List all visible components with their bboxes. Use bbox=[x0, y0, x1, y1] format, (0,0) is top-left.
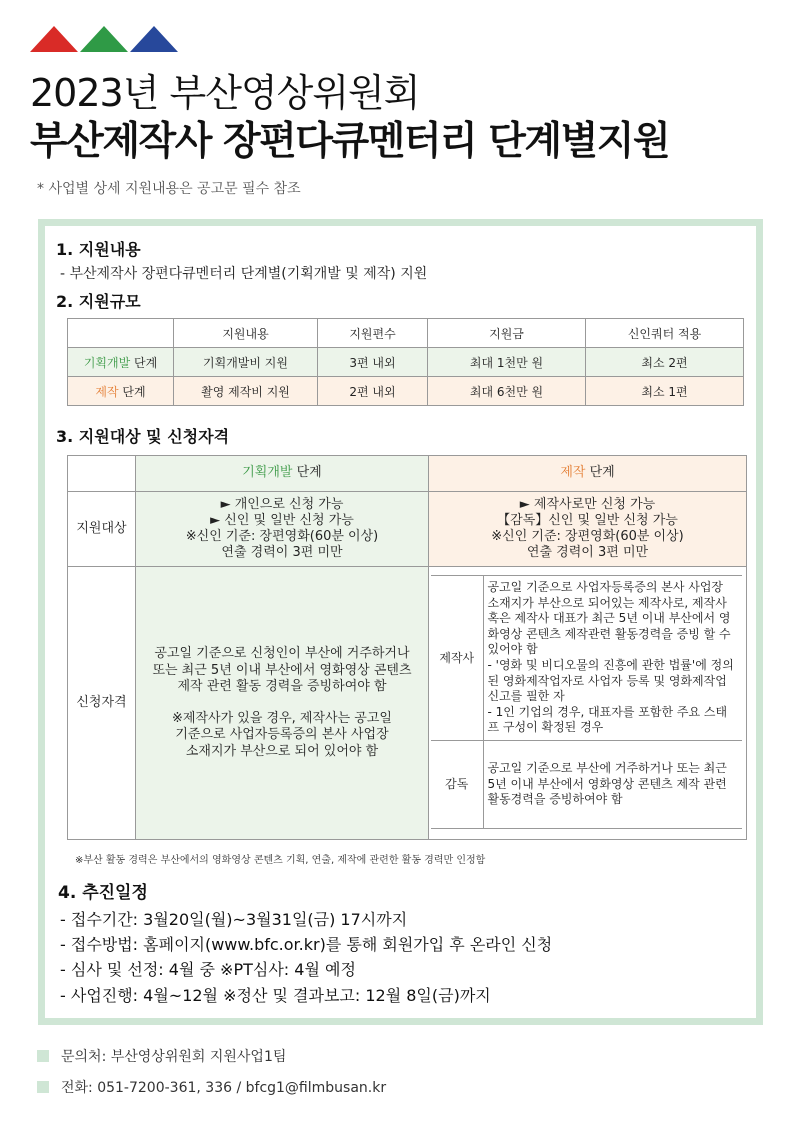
content-cell: 기획개발비 지원 bbox=[174, 348, 318, 377]
logo-triangles bbox=[30, 24, 180, 54]
reference-note: * 사업별 상세 지원내용은 공고문 필수 참조 bbox=[37, 181, 301, 197]
contact-inquiry: 문의처: 부산영상위원회 지원사업1팀 bbox=[37, 1046, 286, 1066]
count-cell: 3편 내외 bbox=[318, 348, 428, 377]
page-title-line2 bbox=[30, 110, 669, 166]
table-row bbox=[68, 377, 744, 406]
prod-qualification-inner bbox=[431, 575, 742, 829]
inner-text: 공고일 기준으로 사업자등록증의 본사 사업장 소재지가 부산으로 되어있는 제작사로, 제작사 혹은 제작사 대표가 최근 5년 이내 부산에서 영화영상 콘텐츠 제작관련 활동경력을 증빙 할 수 있어야 함 - '영화 및 비디오물의 진흥에 관한 법률'에 정의된 영화제작업자로 사업자 등록 및 영화제작업 신고를 필한 자 - 1인 기업의 경우, 대표자를 포함한 주요 스태프 구성이 확정된 경우 bbox=[483, 576, 742, 741]
section1-heading: 1. 지원내용 bbox=[56, 240, 141, 259]
prod-qualification-cell bbox=[429, 567, 747, 840]
page-title-line1: 2023년 부산영상위원회 bbox=[30, 71, 420, 115]
count-cell: 2편 내외 bbox=[318, 377, 428, 406]
activity-footnote: ※부산 활동 경력은 부산에서의 영화영상 콘텐츠 기획, 연출, 제작에 관련한 활동 경력만 인정함 bbox=[75, 855, 486, 866]
title-prefix: 부산제작사 bbox=[30, 119, 223, 164]
schedule-line: - 심사 및 선정: 4월 중 ※PT심사: 4월 예정 bbox=[60, 960, 356, 979]
table-row-qualification bbox=[68, 567, 747, 840]
row-label: 지원대상 bbox=[68, 492, 136, 567]
table-row-target bbox=[68, 492, 747, 567]
section3-heading: 3. 지원대상 및 신청자격 bbox=[56, 427, 230, 446]
eligibility-table bbox=[67, 455, 747, 840]
header-cell-empty bbox=[68, 319, 174, 348]
amount-cell: 최대 1천만 원 bbox=[428, 348, 586, 377]
inner-row-director bbox=[431, 741, 742, 829]
dev-target-cell: ► 개인으로 신청 가능 ► 신인 및 일반 신청 가능 ※신인 기준: 장편영화(60분 이상) 연출 경력이 3편 미만 bbox=[136, 492, 429, 567]
quota-cell: 최소 2편 bbox=[586, 348, 744, 377]
section2-heading: 2. 지원규모 bbox=[56, 292, 141, 311]
green-triangle bbox=[80, 26, 128, 52]
prod-target-cell: ► 제작사로만 신청 가능 【감독】신인 및 일반 신청 가능 ※신인 기준: 장편영화(60분 이상) 연출 경력이 3편 미만 bbox=[429, 492, 747, 567]
header-cell: 지원편수 bbox=[318, 319, 428, 348]
stage-cell: 제작 단계 bbox=[68, 377, 174, 406]
blue-triangle bbox=[130, 26, 178, 52]
schedule-line: - 접수기간: 3월20일(월)~3월31일(금) 17시까지 bbox=[60, 910, 408, 929]
inner-label: 제작사 bbox=[431, 576, 483, 741]
stage-cell: 기획개발 단계 bbox=[68, 348, 174, 377]
title-highlight: 장편다큐멘터리 단계별지원 bbox=[222, 119, 670, 164]
section4-heading: 4. 추진일정 bbox=[58, 883, 148, 903]
support-scale-table bbox=[67, 318, 744, 406]
quota-cell: 최소 1편 bbox=[586, 377, 744, 406]
schedule-line: - 사업진행: 4월~12월 ※정산 및 결과보고: 12월 8일(금)까지 bbox=[60, 986, 491, 1005]
header-cell: 지원금 bbox=[428, 319, 586, 348]
amount-cell: 최대 6천만 원 bbox=[428, 377, 586, 406]
header-cell-empty bbox=[68, 456, 136, 492]
header-cell: 신인쿼터 적용 bbox=[586, 319, 744, 348]
dev-qualification-cell: 공고일 기준으로 신청인이 부산에 거주하거나 또는 최근 5년 이내 부산에서 영화영상 콘텐츠 제작 관련 활동 경력을 증빙하여야 함 ※제작사가 있을 경우, 제작사는 공고일 기준으로 사업자등록증의 본사 사업장 소재지가 부산으로 되어 있어야 함 bbox=[136, 567, 429, 840]
content-cell: 촬영 제작비 지원 bbox=[174, 377, 318, 406]
red-triangle bbox=[30, 26, 78, 52]
schedule-line: - 접수방법: 홈페이지(www.bfc.or.kr)를 통해 회원가입 후 온라인 신청 bbox=[60, 935, 553, 954]
header-cell: 지원내용 bbox=[174, 319, 318, 348]
table-header-row bbox=[68, 456, 747, 492]
bullet-square bbox=[37, 1081, 49, 1093]
row-label: 신청자격 bbox=[68, 567, 136, 840]
inner-row-company bbox=[431, 576, 742, 741]
table-row bbox=[68, 348, 744, 377]
header-prod-stage: 제작 단계 bbox=[429, 456, 747, 492]
inner-label: 감독 bbox=[431, 741, 483, 829]
inner-text: 공고일 기준으로 부산에 거주하거나 또는 최근 5년 이내 부산에서 영화영상 콘텐츠 제작 관련 활동경력을 증빙하여야 함 bbox=[483, 741, 742, 829]
section1-line: - 부산제작사 장편다큐멘터리 단계별(기획개발 및 제작) 지원 bbox=[60, 266, 428, 282]
bullet-square bbox=[37, 1050, 49, 1062]
contact-phone: 전화: 051-7200-361, 336 / bfcg1@filmbusan.kr bbox=[37, 1077, 386, 1097]
header-dev-stage: 기획개발 단계 bbox=[136, 456, 429, 492]
table-header-row bbox=[68, 319, 744, 348]
